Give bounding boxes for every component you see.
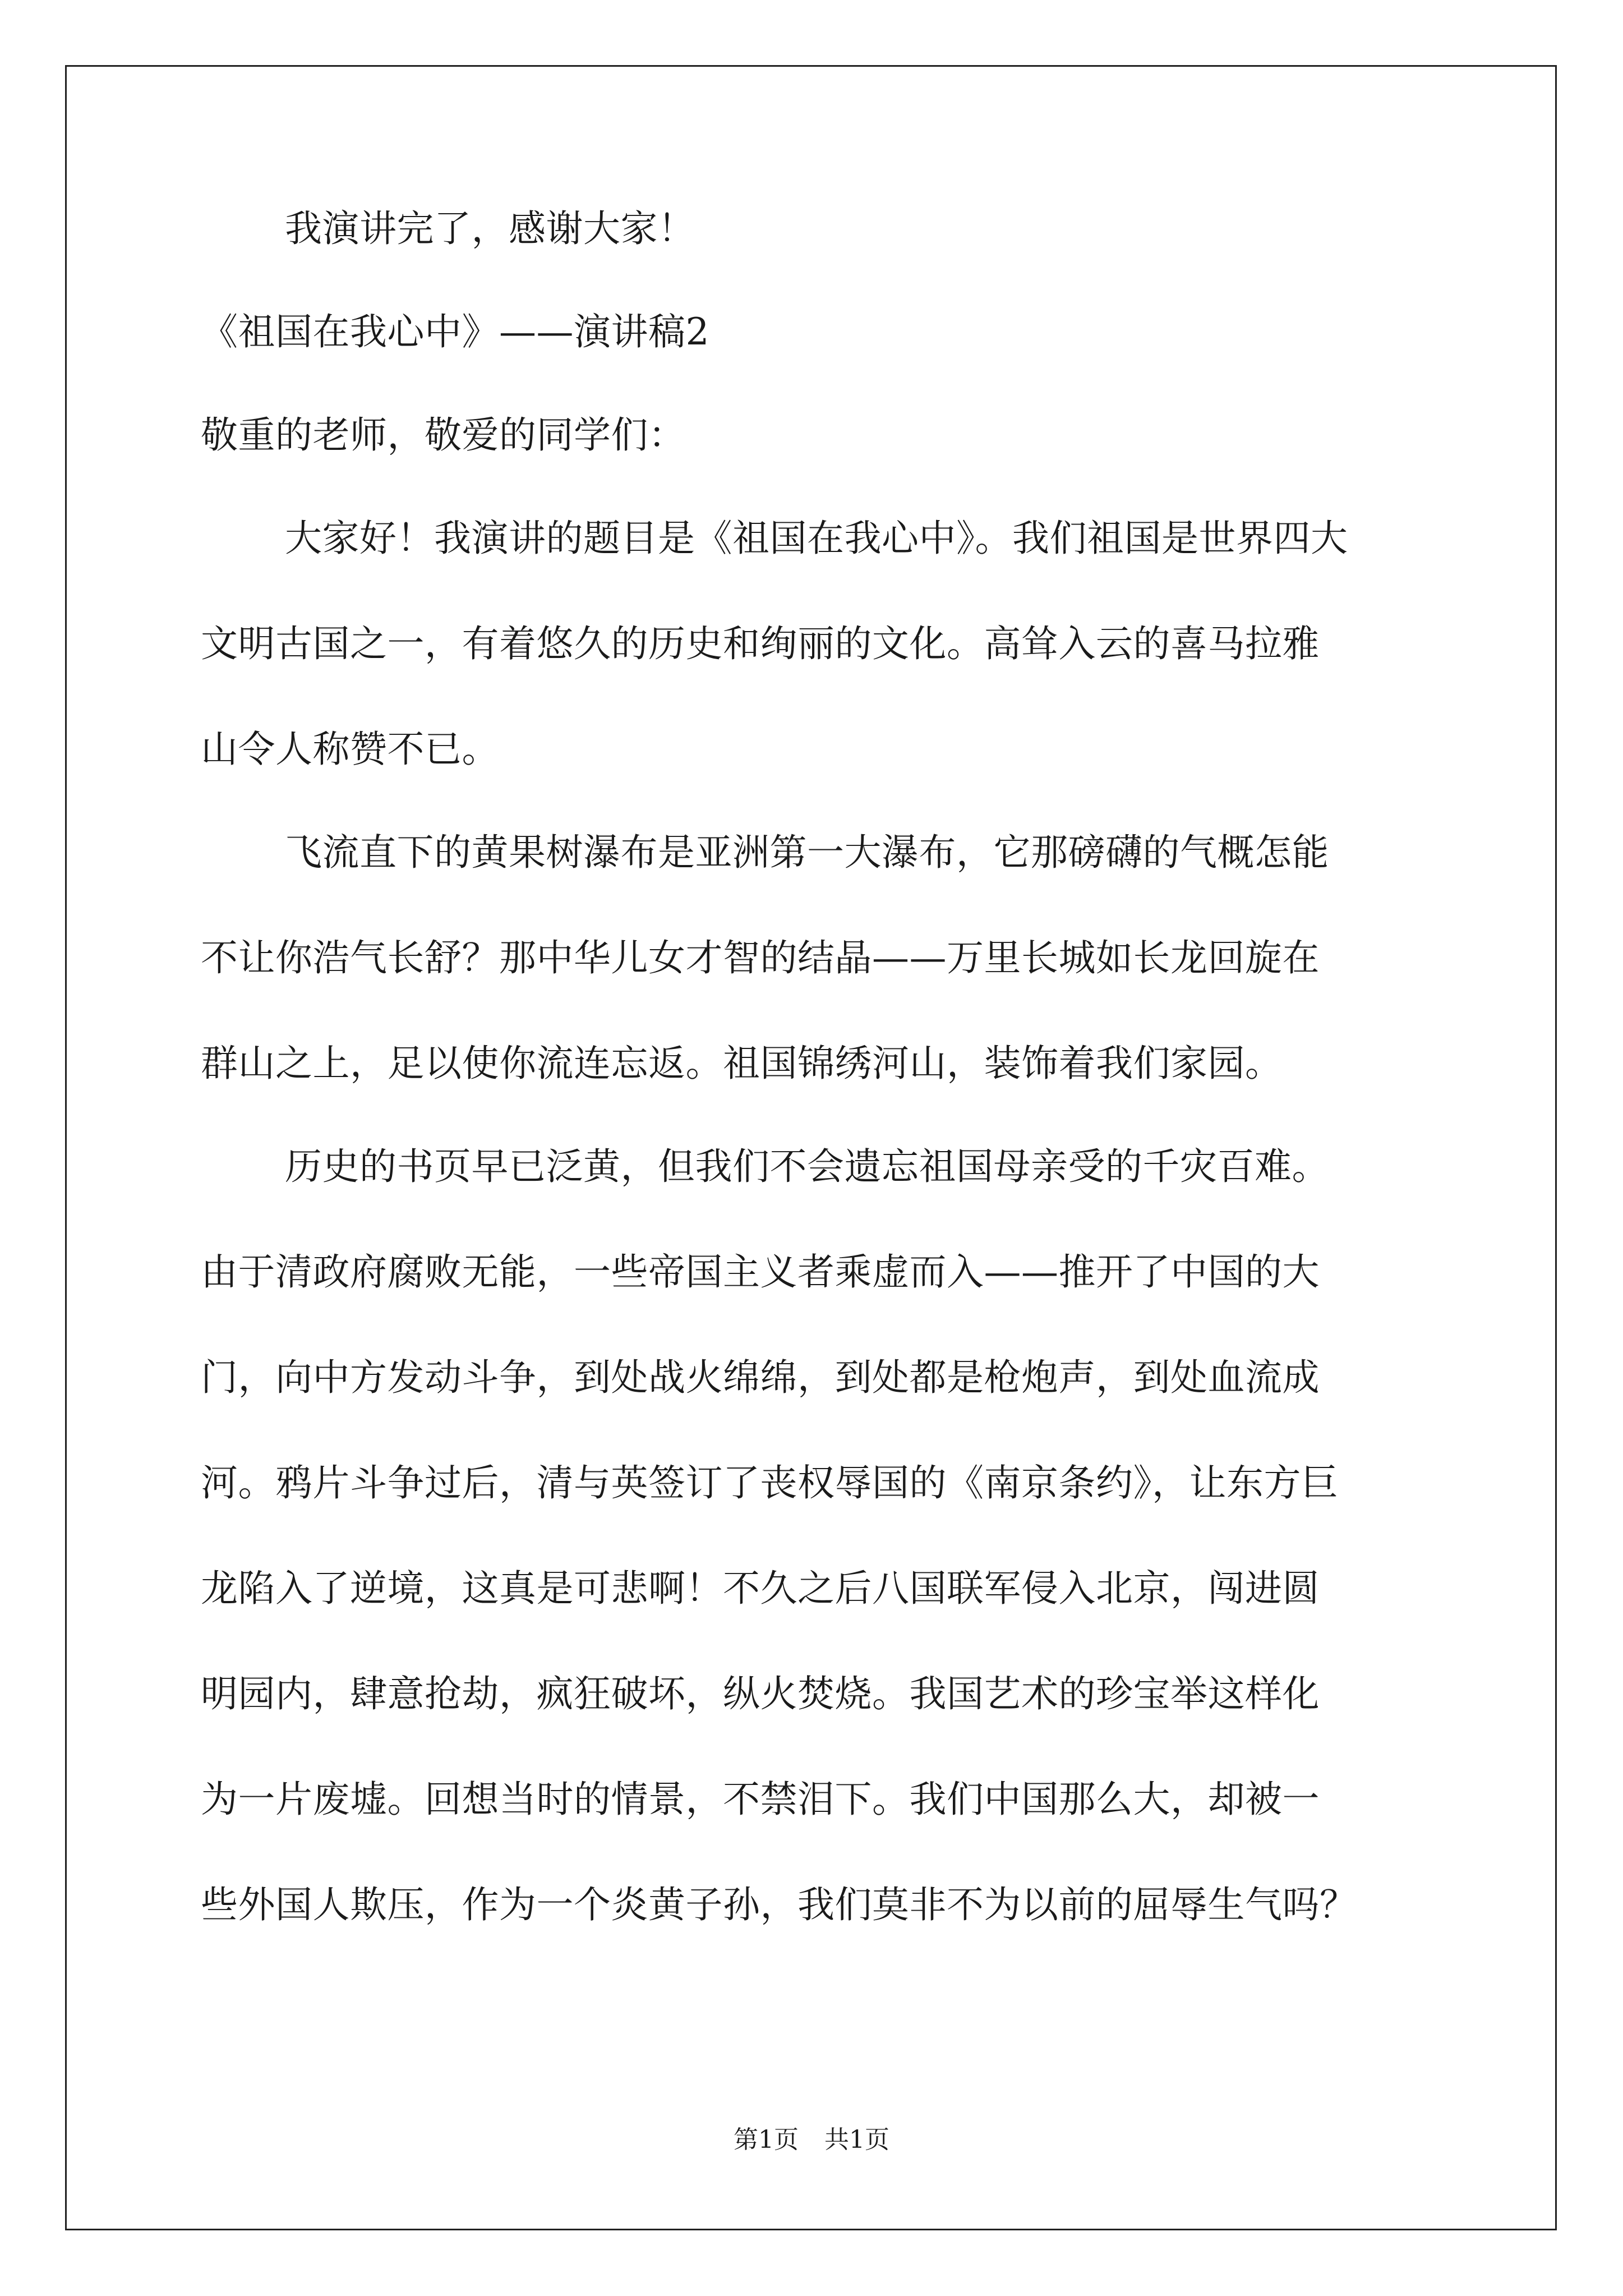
total-pages: 共1页 (824, 2125, 889, 2154)
paragraph-1 (201, 512, 1440, 776)
paragraph-line: 门，向中方发动斗争，到处战火绵绵，到处都是枪炮声，到处血流成 (201, 1356, 1320, 1399)
page-number: 第1页 (734, 2125, 799, 2154)
paragraph-line: 由于清政府腐败无能，一些帝国主义者乘虚而入——推开了中国的大 (201, 1250, 1320, 1294)
paragraph-line: 些外国人欺压，作为一个炎黄子孙，我们莫非不为以前的屈辱生气吗？ (201, 1883, 1357, 1926)
paragraph-line: 不让你浩气长舒？那中华儿女才智的结晶——万里长城如长龙回旋在 (201, 936, 1320, 979)
paragraph-line: 山令人称赞不已。 (201, 728, 499, 771)
document-body (201, 202, 1440, 1932)
paragraph-line: 文明古国之一，有着悠久的历史和绚丽的文化。高耸入云的喜马拉雅 (201, 622, 1320, 665)
paragraph-2 (201, 826, 1440, 1091)
paragraph-line: 历史的书页早已泛黄，但我们不会遗忘祖国母亲受的千灾百难。 (285, 1145, 1329, 1188)
paragraph-line: 大家好！我演讲的题目是《祖国在我心中》。我们祖国是世界四大 (285, 517, 1348, 560)
page-footer (0, 2123, 1623, 2157)
paragraph-line: 为一片废墟。回想当时的情景，不禁泪下。我们中国那么大，却被一 (201, 1778, 1320, 1821)
paragraph-line: 飞流直下的黄果树瀑布是亚洲第一大瀑布，它那磅礴的气概怎能 (285, 831, 1329, 874)
greeting: 敬重的老师，敬爱的同学们： (201, 413, 686, 457)
paragraph-line: 明园内，肆意抢劫，疯狂破坏，纵火焚烧。我国艺术的珍宝举这样化 (201, 1672, 1320, 1715)
speech-title: 《祖国在我心中》——演讲稿2 (201, 310, 709, 353)
paragraph-3 (201, 1140, 1440, 1932)
paragraph-line: 群山之上，足以使你流连忘返。祖国锦绣河山，装饰着我们家园。 (201, 1042, 1283, 1085)
paragraph-line: 河。鸦片斗争过后，清与英签订了丧权辱国的《南京条约》，让东方巨 (201, 1461, 1339, 1504)
closing-line: 我演讲完了，感谢大家！ (285, 207, 695, 250)
paragraph-line: 龙陷入了逆境，这真是可悲啊！不久之后八国联军侵入北京，闯进圆 (201, 1567, 1320, 1610)
